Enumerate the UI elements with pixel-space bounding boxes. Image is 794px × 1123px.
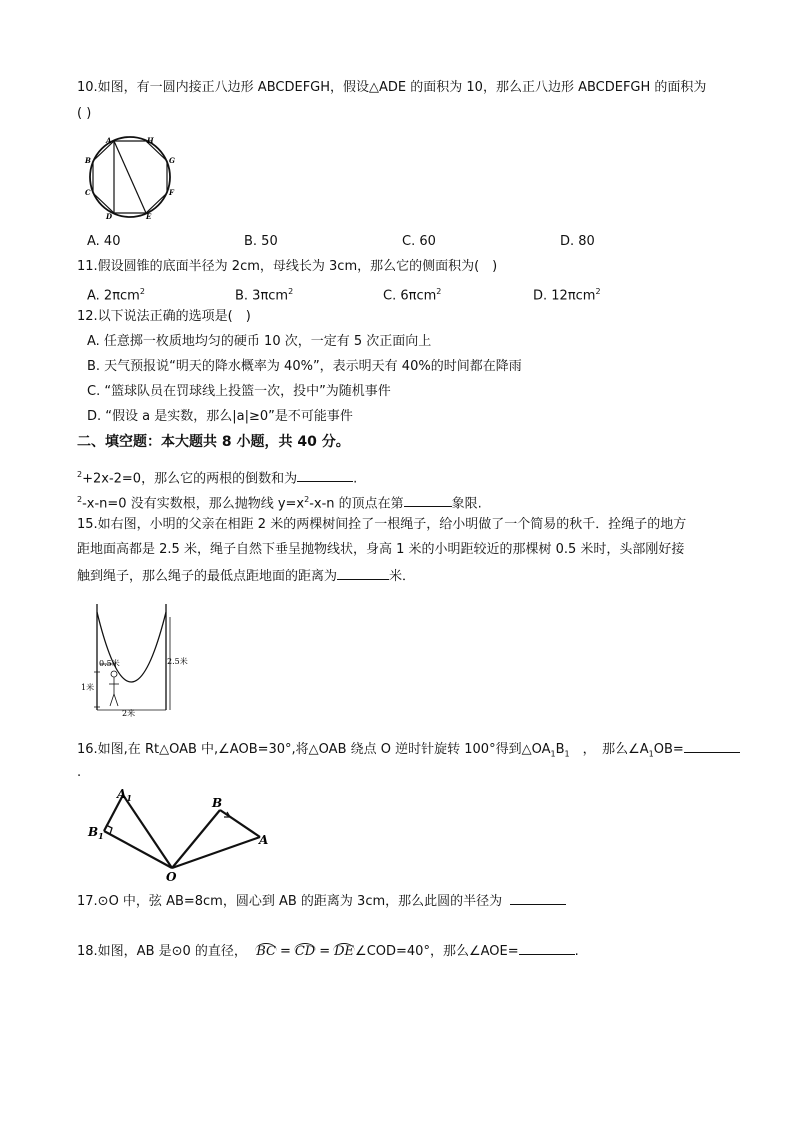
swing-figure (80, 602, 200, 720)
section-title: 二、填空题：本大题共 8 小题，共 40 分。 (77, 434, 350, 450)
answer-blank[interactable] (337, 566, 389, 580)
label-b1: $B_1$ (88, 825, 104, 841)
q12-option-b: B. 天气预报说“明天的降水概率为 40%”，表示明天有 40%的时间都在降雨 (87, 359, 522, 374)
label-a1: $A_1$ (117, 787, 132, 803)
q15-line3: 触到绳子，那么绳子的最低点距地面的距离为 米． (77, 566, 415, 586)
q10-option-b: B. 50 (244, 234, 278, 249)
q18-text: 18.如图，AB 是⊙0 的直径， BC = CD = DE∠COD=40°，那么∠AOE= . (77, 941, 579, 961)
q15-line2: 距地面高都是 2.5 米，绳子自然下垂呈抛物线状，身高 1 米的小明距较近的那棵树 0.5 米时，头部刚好接 (77, 542, 685, 557)
vertex-label: H (147, 136, 154, 145)
vertex-label: E (146, 212, 152, 221)
vertex-label: F (169, 188, 174, 197)
q16-text: 16.如图,在 Rt△OAB 中,∠AOB=30°,将△OAB 绕点 O 逆时针旋转 100°得到$\triangle OA_1B_1$ ， 那么$\angle A_1OB=$ (77, 739, 740, 764)
q12-text: 12.以下说法正确的选项是( ) (77, 309, 251, 324)
answer-blank[interactable] (519, 941, 575, 955)
vertex-label: D (106, 212, 113, 221)
arc-de: DE (334, 944, 355, 959)
label-1m: 1米 (81, 683, 95, 692)
q10-option-d: D. 80 (560, 234, 595, 249)
q11-option-c: C. 6πcm$^2$ (383, 287, 442, 304)
vertex-label: A (106, 136, 112, 145)
q17-text: 17.⊙O 中，弦 AB=8cm，圆心到 AB 的距离为 3cm，那么此圆的半径为 (77, 891, 566, 911)
q10-option-c: C. 60 (402, 234, 436, 249)
q10-text: 10.如图，有一圆内接正八边形 ABCDEFGH，假设△ADE 的面积为 10，那么正八边形 ABCDEFGH 的面积为 (77, 80, 707, 95)
answer-blank[interactable] (510, 891, 566, 905)
label-a: A (259, 833, 269, 847)
q13-text: $^2$+2x-2=0，那么它的两根的倒数和为 . (77, 470, 358, 487)
q11-option-b: B. 3πcm$^2$ (235, 287, 294, 304)
q10-option-a: A. 40 (87, 234, 121, 249)
octagon-figure (80, 134, 180, 224)
q16-end: . (77, 765, 82, 780)
label-0-5m: 0.5米 (99, 659, 120, 668)
vertex-label: B (85, 156, 91, 165)
arc-cd: CD (294, 944, 316, 959)
answer-blank[interactable] (297, 468, 353, 482)
label-b: B (212, 796, 223, 810)
q10-paren: ( ) (77, 106, 92, 121)
label-2m: 2米 (122, 709, 136, 718)
arc-bc: BC (256, 944, 276, 959)
q15-line1: 15.如右图，小明的父亲在相距 2 米的两棵树间拴了一根绳子，给小明做了一个简易的秋千．拴绳子的地方 (77, 517, 687, 532)
vertex-label: C (85, 188, 91, 197)
answer-blank[interactable] (404, 493, 452, 507)
answer-blank[interactable] (684, 739, 740, 753)
q11-text: 11.假设圆锥的底面半径为 2cm，母线长为 3cm，那么它的侧面积为( ) (77, 259, 498, 274)
q12-option-d: D. “假设 a 是实数，那么|a|≥0”是不可能事件 (87, 409, 353, 424)
q11-option-a: A. 2πcm$^2$ (87, 287, 145, 304)
label-o: O (166, 870, 177, 884)
label-2-5m: 2.5米 (167, 657, 188, 666)
rotation-figure (84, 784, 284, 884)
q11-option-d: D. 12πcm$^2$ (533, 287, 601, 304)
q14-text: $^2$-x-n=0 没有实数根，那么抛物线 $y=x^2-x-n$ 的顶点在第 象限. (77, 495, 482, 512)
q12-option-a: A. 任意掷一枚质地均匀的硬币 10 次，一定有 5 次正面向上 (87, 334, 432, 349)
q12-option-c: C. “篮球队员在罚球线上投篮一次，投中”为随机事件 (87, 384, 391, 399)
vertex-label: G (169, 156, 175, 165)
